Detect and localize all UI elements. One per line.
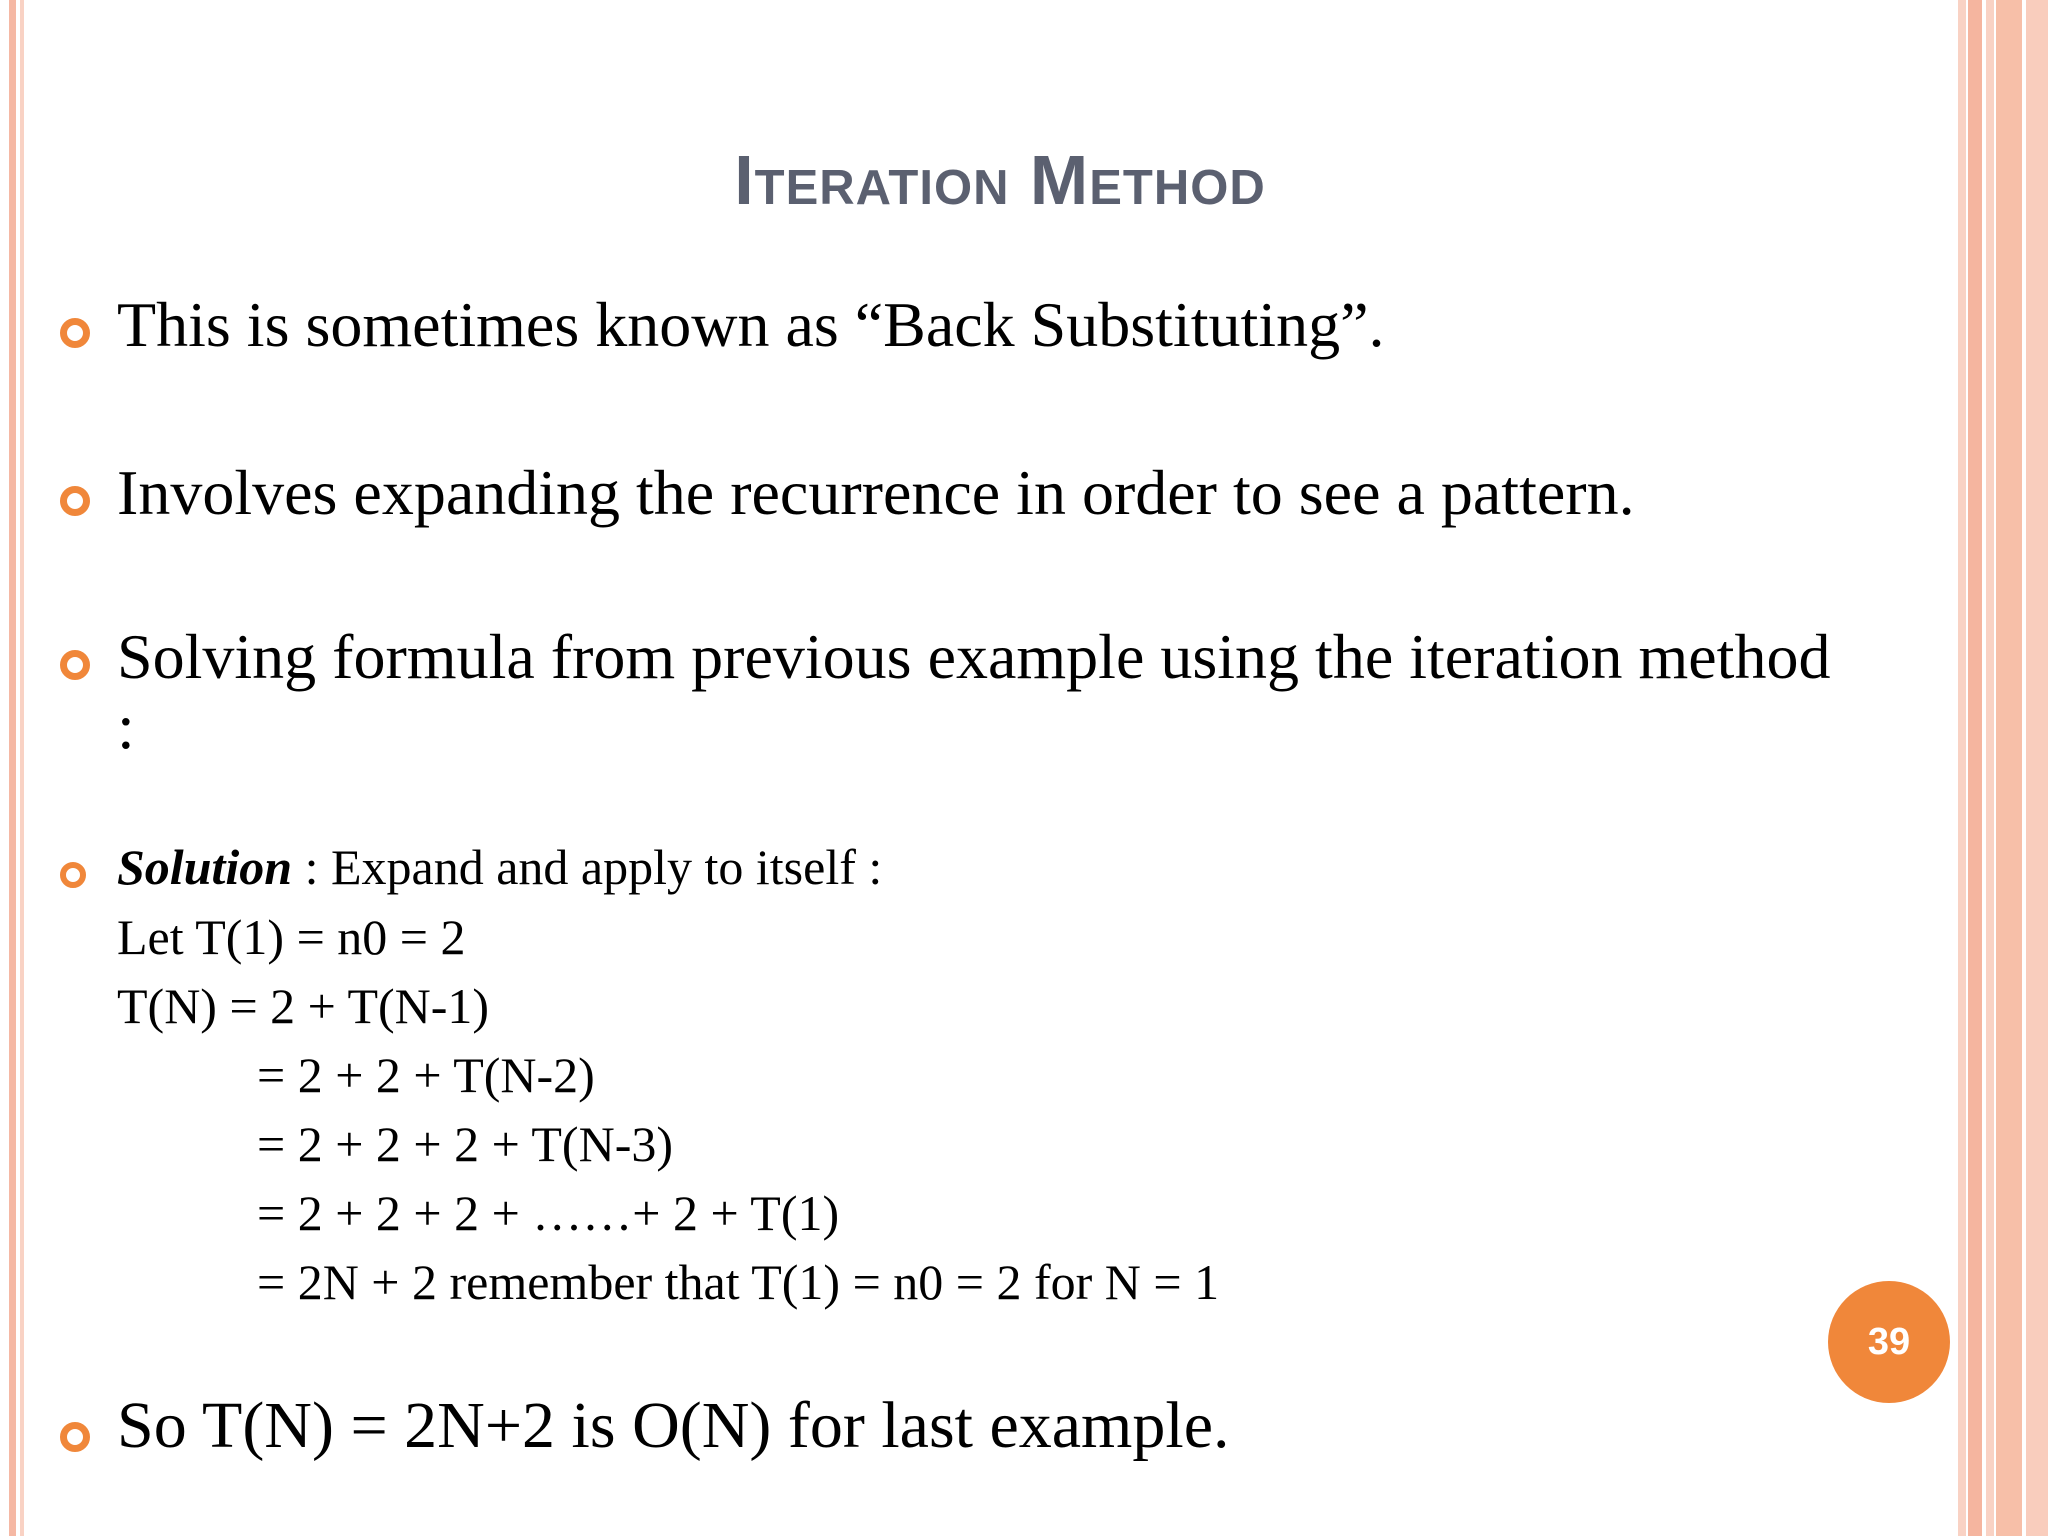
solution-line: Let T(1) = n0 = 2 <box>117 909 466 965</box>
bullet-text: So T(N) = 2N+2 is O(N) for last example. <box>117 1389 1230 1462</box>
bullet-text <box>117 838 882 896</box>
bullet-text: Involves expanding the recurrence in order to see a pattern. <box>117 457 1635 528</box>
bullet-circle-icon <box>60 318 90 348</box>
solution-line: = 2 + 2 + 2 + ……+ 2 + T(1) <box>257 1185 840 1241</box>
right-border-stripe <box>1986 0 1994 1536</box>
right-border-stripe <box>1968 0 1982 1536</box>
bullet-text-continuation: : <box>117 691 135 762</box>
bullet-circle-icon <box>60 486 90 516</box>
right-border-stripe <box>1958 0 1966 1536</box>
solution-intro: : Expand and apply to itself : <box>292 839 883 895</box>
solution-line: = 2 + 2 + 2 + T(N-3) <box>257 1116 673 1172</box>
bullet-circle-icon <box>60 1422 90 1452</box>
solution-line: T(N) = 2 + T(N-1) <box>117 978 490 1034</box>
solution-line: = 2 + 2 + T(N-2) <box>257 1047 595 1103</box>
left-border-stripe <box>9 0 16 1536</box>
page-number-badge: 39 <box>1828 1281 1950 1403</box>
solution-line: = 2N + 2 remember that T(1) = n0 = 2 for N = 1 <box>257 1254 1220 1310</box>
bullet-circle-icon <box>60 862 86 888</box>
slide-title: Iteration Method <box>734 141 1266 219</box>
right-border-stripe <box>1996 0 2022 1536</box>
right-border-stripe <box>2026 0 2048 1536</box>
bullet-text: Solving formula from previous example using the iteration method <box>117 621 1831 692</box>
solution-label: Solution <box>117 839 293 895</box>
left-border-stripe <box>20 0 24 1536</box>
bullet-text: This is sometimes known as “Back Substituting”. <box>117 289 1385 360</box>
bullet-circle-icon <box>60 650 90 680</box>
